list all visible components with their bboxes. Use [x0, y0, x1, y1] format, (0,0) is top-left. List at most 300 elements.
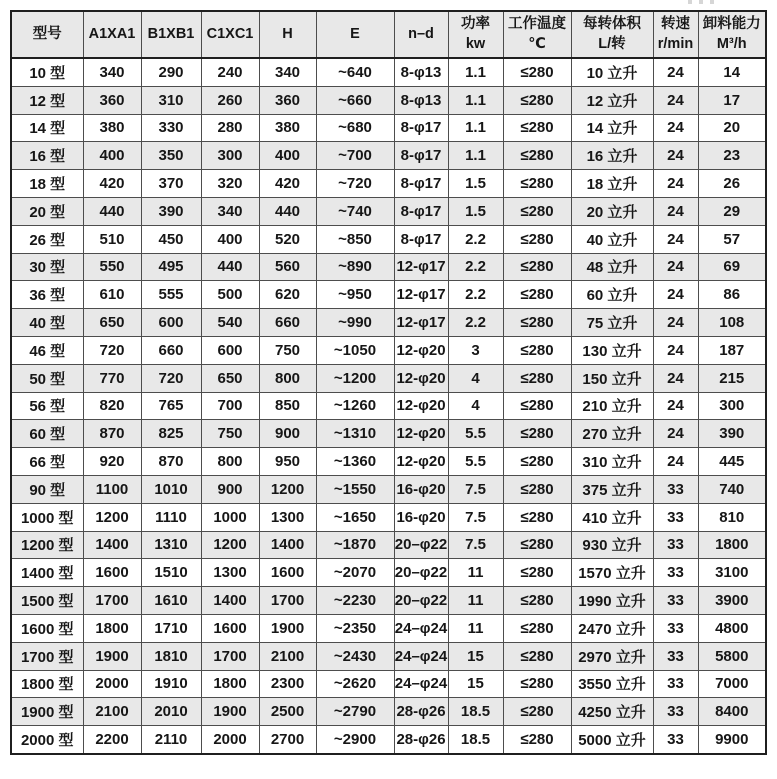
cell-n-d: 24–φ24: [394, 670, 448, 698]
cell-h: 360: [259, 86, 316, 114]
table-header: [11, 11, 766, 58]
cell-c1xc1: 1200: [201, 531, 259, 559]
cell-n-d: 8-φ17: [394, 114, 448, 142]
cell-b1xb1: 2010: [141, 698, 201, 726]
cell-h: 2100: [259, 642, 316, 670]
cell-b1xb1: 600: [141, 309, 201, 337]
cell-working-temp: ≤280: [503, 420, 571, 448]
cell-h: 2500: [259, 698, 316, 726]
cell-discharge-capacity: 69: [698, 253, 766, 281]
cell-working-temp: ≤280: [503, 142, 571, 170]
cell-volume-per-rev: 130 立升: [571, 336, 653, 364]
cell-speed-rpm: 24: [653, 309, 698, 337]
cell-n-d: 12-φ20: [394, 336, 448, 364]
cell-n-d: 24–φ24: [394, 614, 448, 642]
cell-power-kw: 18.5: [448, 726, 503, 754]
cell-a1xa1: 650: [83, 309, 141, 337]
cell-working-temp: ≤280: [503, 253, 571, 281]
cell-speed-rpm: 33: [653, 698, 698, 726]
cell-b1xb1: 660: [141, 336, 201, 364]
cell-speed-rpm: 24: [653, 142, 698, 170]
cell-a1xa1: 340: [83, 58, 141, 86]
cell-h: 420: [259, 170, 316, 198]
table-row: [11, 392, 766, 420]
cell-speed-rpm: 24: [653, 364, 698, 392]
cell-b1xb1: 310: [141, 86, 201, 114]
cell-working-temp: ≤280: [503, 86, 571, 114]
cell-h: 1900: [259, 614, 316, 642]
cell-b1xb1: 290: [141, 58, 201, 86]
cell-h: 850: [259, 392, 316, 420]
cell-working-temp: ≤280: [503, 114, 571, 142]
cell-volume-per-rev: 1570 立升: [571, 559, 653, 587]
cell-a1xa1: 770: [83, 364, 141, 392]
cell-c1xc1: 2000: [201, 726, 259, 754]
cell-discharge-capacity: 810: [698, 503, 766, 531]
cell-discharge-capacity: 26: [698, 170, 766, 198]
cell-volume-per-rev: 2970 立升: [571, 642, 653, 670]
table-row: [11, 531, 766, 559]
cell-power-kw: 3: [448, 336, 503, 364]
cell-n-d: 12-φ20: [394, 420, 448, 448]
cell-model: 2000 型: [11, 726, 83, 754]
cell-c1xc1: 1900: [201, 698, 259, 726]
cell-c1xc1: 1400: [201, 587, 259, 615]
cell-working-temp: ≤280: [503, 614, 571, 642]
cell-c1xc1: 1000: [201, 503, 259, 531]
cell-volume-per-rev: 2470 立升: [571, 614, 653, 642]
cell-h: 2300: [259, 670, 316, 698]
cell-a1xa1: 1100: [83, 475, 141, 503]
cell-discharge-capacity: 7000: [698, 670, 766, 698]
table-header-row: [11, 11, 766, 58]
cell-speed-rpm: 24: [653, 392, 698, 420]
cell-discharge-capacity: 14: [698, 58, 766, 86]
cell-b1xb1: 330: [141, 114, 201, 142]
cell-power-kw: 2.2: [448, 225, 503, 253]
cell-power-kw: 1.1: [448, 142, 503, 170]
cell-discharge-capacity: 108: [698, 309, 766, 337]
cell-volume-per-rev: 60 立升: [571, 281, 653, 309]
cell-b1xb1: 1710: [141, 614, 201, 642]
cell-n-d: 8-φ17: [394, 142, 448, 170]
cell-model: 46 型: [11, 336, 83, 364]
cell-c1xc1: 240: [201, 58, 259, 86]
table-row: [11, 614, 766, 642]
cell-speed-rpm: 33: [653, 614, 698, 642]
cell-n-d: 12-φ20: [394, 364, 448, 392]
cell-c1xc1: 600: [201, 336, 259, 364]
cell-a1xa1: 820: [83, 392, 141, 420]
cell-c1xc1: 750: [201, 420, 259, 448]
cell-discharge-capacity: 5800: [698, 642, 766, 670]
cell-power-kw: 4: [448, 392, 503, 420]
cell-h: 1200: [259, 475, 316, 503]
cell-discharge-capacity: 300: [698, 392, 766, 420]
cell-c1xc1: 320: [201, 170, 259, 198]
cell-n-d: 8-φ17: [394, 170, 448, 198]
cell-working-temp: ≤280: [503, 559, 571, 587]
cell-h: 440: [259, 197, 316, 225]
cell-model: 14 型: [11, 114, 83, 142]
cell-e: ~2430: [316, 642, 394, 670]
cell-h: 750: [259, 336, 316, 364]
cell-model: 1900 型: [11, 698, 83, 726]
cell-a1xa1: 2100: [83, 698, 141, 726]
cell-c1xc1: 300: [201, 142, 259, 170]
cell-a1xa1: 380: [83, 114, 141, 142]
cell-e: ~2350: [316, 614, 394, 642]
col-header-volume-per-rev: 每转体积 L/转: [571, 11, 653, 58]
cell-n-d: 28-φ26: [394, 698, 448, 726]
cell-n-d: 12-φ17: [394, 309, 448, 337]
cell-model: 1600 型: [11, 614, 83, 642]
cell-model: 90 型: [11, 475, 83, 503]
model-specification-table: [10, 10, 767, 755]
cell-power-kw: 18.5: [448, 698, 503, 726]
cell-n-d: 24–φ24: [394, 642, 448, 670]
cell-power-kw: 7.5: [448, 503, 503, 531]
cell-discharge-capacity: 740: [698, 475, 766, 503]
col-header-c1xc1: C1XC1: [201, 11, 259, 58]
cell-discharge-capacity: 8400: [698, 698, 766, 726]
cell-e: ~680: [316, 114, 394, 142]
cell-c1xc1: 1600: [201, 614, 259, 642]
cell-n-d: 12-φ17: [394, 281, 448, 309]
cell-speed-rpm: 33: [653, 670, 698, 698]
cell-c1xc1: 1700: [201, 642, 259, 670]
cell-discharge-capacity: 3100: [698, 559, 766, 587]
cell-a1xa1: 1200: [83, 503, 141, 531]
artifact-mark: [699, 0, 703, 4]
cell-speed-rpm: 24: [653, 281, 698, 309]
table-row: [11, 86, 766, 114]
cell-power-kw: 1.1: [448, 114, 503, 142]
artifact-mark: [710, 0, 714, 4]
cell-power-kw: 1.1: [448, 86, 503, 114]
cell-e: ~1870: [316, 531, 394, 559]
cell-e: ~1310: [316, 420, 394, 448]
table-body: [11, 58, 766, 754]
cell-c1xc1: 440: [201, 253, 259, 281]
cell-h: 1700: [259, 587, 316, 615]
cell-discharge-capacity: 57: [698, 225, 766, 253]
cell-power-kw: 15: [448, 670, 503, 698]
cell-e: ~1050: [316, 336, 394, 364]
cell-b1xb1: 1310: [141, 531, 201, 559]
cell-power-kw: 1.5: [448, 170, 503, 198]
cell-c1xc1: 400: [201, 225, 259, 253]
cell-e: ~1260: [316, 392, 394, 420]
col-header-model: 型号: [11, 11, 83, 58]
cell-discharge-capacity: 4800: [698, 614, 766, 642]
cell-b1xb1: 825: [141, 420, 201, 448]
cell-a1xa1: 610: [83, 281, 141, 309]
cell-model: 10 型: [11, 58, 83, 86]
cell-discharge-capacity: 29: [698, 197, 766, 225]
cell-n-d: 20–φ22: [394, 587, 448, 615]
cell-model: 1000 型: [11, 503, 83, 531]
cell-e: ~950: [316, 281, 394, 309]
cell-e: ~2900: [316, 726, 394, 754]
cell-e: ~850: [316, 225, 394, 253]
cell-speed-rpm: 33: [653, 642, 698, 670]
cell-b1xb1: 555: [141, 281, 201, 309]
table-row: [11, 170, 766, 198]
cell-power-kw: 7.5: [448, 475, 503, 503]
table-row: [11, 587, 766, 615]
cell-n-d: 12-φ17: [394, 253, 448, 281]
cell-h: 1400: [259, 531, 316, 559]
cell-e: ~2790: [316, 698, 394, 726]
cell-working-temp: ≤280: [503, 225, 571, 253]
cell-a1xa1: 1700: [83, 587, 141, 615]
cell-working-temp: ≤280: [503, 197, 571, 225]
cell-volume-per-rev: 210 立升: [571, 392, 653, 420]
cell-b1xb1: 350: [141, 142, 201, 170]
cell-n-d: 16-φ20: [394, 503, 448, 531]
cell-b1xb1: 1510: [141, 559, 201, 587]
cell-b1xb1: 1610: [141, 587, 201, 615]
cell-working-temp: ≤280: [503, 698, 571, 726]
cell-c1xc1: 1300: [201, 559, 259, 587]
cell-a1xa1: 2200: [83, 726, 141, 754]
cell-a1xa1: 720: [83, 336, 141, 364]
cell-a1xa1: 1900: [83, 642, 141, 670]
cell-discharge-capacity: 20: [698, 114, 766, 142]
cell-b1xb1: 720: [141, 364, 201, 392]
cell-power-kw: 5.5: [448, 420, 503, 448]
cell-n-d: 20–φ22: [394, 559, 448, 587]
cutoff-text-artifact: [688, 0, 758, 5]
cell-speed-rpm: 33: [653, 587, 698, 615]
artifact-mark: [688, 0, 692, 4]
cell-b1xb1: 1010: [141, 475, 201, 503]
cell-h: 620: [259, 281, 316, 309]
cell-discharge-capacity: 187: [698, 336, 766, 364]
cell-c1xc1: 260: [201, 86, 259, 114]
cell-n-d: 8-φ13: [394, 58, 448, 86]
cell-c1xc1: 650: [201, 364, 259, 392]
cell-model: 1400 型: [11, 559, 83, 587]
cell-c1xc1: 700: [201, 392, 259, 420]
table-row: [11, 420, 766, 448]
cell-model: 50 型: [11, 364, 83, 392]
cell-speed-rpm: 24: [653, 225, 698, 253]
cell-b1xb1: 2110: [141, 726, 201, 754]
cell-e: ~1650: [316, 503, 394, 531]
cell-working-temp: ≤280: [503, 475, 571, 503]
cell-discharge-capacity: 23: [698, 142, 766, 170]
cell-volume-per-rev: 75 立升: [571, 309, 653, 337]
col-header-speed-rpm: 转速 r/min: [653, 11, 698, 58]
cell-model: 36 型: [11, 281, 83, 309]
cell-b1xb1: 370: [141, 170, 201, 198]
cell-working-temp: ≤280: [503, 531, 571, 559]
table-row: [11, 309, 766, 337]
table-row: [11, 197, 766, 225]
cell-n-d: 8-φ13: [394, 86, 448, 114]
table-row: [11, 364, 766, 392]
cell-b1xb1: 870: [141, 448, 201, 476]
cell-discharge-capacity: 9900: [698, 726, 766, 754]
cell-model: 26 型: [11, 225, 83, 253]
cell-e: ~740: [316, 197, 394, 225]
cell-working-temp: ≤280: [503, 170, 571, 198]
cell-e: ~640: [316, 58, 394, 86]
cell-volume-per-rev: 930 立升: [571, 531, 653, 559]
table-row: [11, 670, 766, 698]
cell-discharge-capacity: 17: [698, 86, 766, 114]
cell-h: 520: [259, 225, 316, 253]
cell-volume-per-rev: 16 立升: [571, 142, 653, 170]
cell-speed-rpm: 24: [653, 336, 698, 364]
cell-a1xa1: 420: [83, 170, 141, 198]
cell-a1xa1: 1400: [83, 531, 141, 559]
cell-working-temp: ≤280: [503, 364, 571, 392]
table-row: [11, 225, 766, 253]
table-row: [11, 503, 766, 531]
cell-volume-per-rev: 270 立升: [571, 420, 653, 448]
cell-working-temp: ≤280: [503, 392, 571, 420]
cell-n-d: 8-φ17: [394, 197, 448, 225]
cell-working-temp: ≤280: [503, 642, 571, 670]
col-header-b1xb1: B1XB1: [141, 11, 201, 58]
cell-a1xa1: 2000: [83, 670, 141, 698]
cell-power-kw: 1.1: [448, 58, 503, 86]
cell-a1xa1: 400: [83, 142, 141, 170]
cell-working-temp: ≤280: [503, 336, 571, 364]
cell-volume-per-rev: 18 立升: [571, 170, 653, 198]
cell-power-kw: 1.5: [448, 197, 503, 225]
cell-a1xa1: 1800: [83, 614, 141, 642]
cell-power-kw: 5.5: [448, 448, 503, 476]
cell-h: 800: [259, 364, 316, 392]
cell-model: 1800 型: [11, 670, 83, 698]
cell-speed-rpm: 24: [653, 58, 698, 86]
cell-volume-per-rev: 5000 立升: [571, 726, 653, 754]
cell-speed-rpm: 24: [653, 253, 698, 281]
cell-power-kw: 7.5: [448, 531, 503, 559]
cell-volume-per-rev: 20 立升: [571, 197, 653, 225]
cell-speed-rpm: 33: [653, 475, 698, 503]
cell-working-temp: ≤280: [503, 281, 571, 309]
cell-model: 1700 型: [11, 642, 83, 670]
col-header-discharge-capacity: 卸料能力 M³/h: [698, 11, 766, 58]
cell-discharge-capacity: 445: [698, 448, 766, 476]
cell-h: 950: [259, 448, 316, 476]
cell-volume-per-rev: 410 立升: [571, 503, 653, 531]
cell-volume-per-rev: 4250 立升: [571, 698, 653, 726]
table-row: [11, 336, 766, 364]
table-row: [11, 58, 766, 86]
cell-b1xb1: 1910: [141, 670, 201, 698]
col-header-e: E: [316, 11, 394, 58]
cell-volume-per-rev: 12 立升: [571, 86, 653, 114]
cell-c1xc1: 500: [201, 281, 259, 309]
cell-c1xc1: 340: [201, 197, 259, 225]
cell-volume-per-rev: 10 立升: [571, 58, 653, 86]
cell-working-temp: ≤280: [503, 58, 571, 86]
cell-e: ~2620: [316, 670, 394, 698]
cell-c1xc1: 1800: [201, 670, 259, 698]
cell-working-temp: ≤280: [503, 670, 571, 698]
cell-e: ~660: [316, 86, 394, 114]
cell-working-temp: ≤280: [503, 726, 571, 754]
cell-h: 560: [259, 253, 316, 281]
cell-power-kw: 11: [448, 614, 503, 642]
cell-h: 900: [259, 420, 316, 448]
cell-discharge-capacity: 390: [698, 420, 766, 448]
cell-a1xa1: 1600: [83, 559, 141, 587]
cell-model: 16 型: [11, 142, 83, 170]
cell-a1xa1: 550: [83, 253, 141, 281]
cell-h: 400: [259, 142, 316, 170]
table-row: [11, 559, 766, 587]
cell-n-d: 12-φ20: [394, 448, 448, 476]
cell-n-d: 16-φ20: [394, 475, 448, 503]
table-row: [11, 142, 766, 170]
cell-power-kw: 2.2: [448, 309, 503, 337]
cell-model: 12 型: [11, 86, 83, 114]
cell-model: 20 型: [11, 197, 83, 225]
cell-working-temp: ≤280: [503, 503, 571, 531]
cell-volume-per-rev: 375 立升: [571, 475, 653, 503]
cell-n-d: 20–φ22: [394, 531, 448, 559]
cell-speed-rpm: 33: [653, 726, 698, 754]
cell-c1xc1: 280: [201, 114, 259, 142]
cell-a1xa1: 510: [83, 225, 141, 253]
cell-a1xa1: 360: [83, 86, 141, 114]
col-header-working-temp: 工作温度 ℃: [503, 11, 571, 58]
cell-speed-rpm: 24: [653, 86, 698, 114]
cell-speed-rpm: 33: [653, 559, 698, 587]
cell-c1xc1: 900: [201, 475, 259, 503]
cell-speed-rpm: 24: [653, 114, 698, 142]
cell-volume-per-rev: 1990 立升: [571, 587, 653, 615]
cell-b1xb1: 450: [141, 225, 201, 253]
cell-model: 60 型: [11, 420, 83, 448]
cell-h: 1300: [259, 503, 316, 531]
cell-speed-rpm: 33: [653, 503, 698, 531]
cell-h: 2700: [259, 726, 316, 754]
cell-volume-per-rev: 150 立升: [571, 364, 653, 392]
cell-power-kw: 11: [448, 559, 503, 587]
cell-speed-rpm: 24: [653, 448, 698, 476]
cell-power-kw: 2.2: [448, 281, 503, 309]
cell-power-kw: 15: [448, 642, 503, 670]
cell-e: ~890: [316, 253, 394, 281]
col-header-h: H: [259, 11, 316, 58]
cell-h: 340: [259, 58, 316, 86]
cell-e: ~2230: [316, 587, 394, 615]
cell-e: ~1360: [316, 448, 394, 476]
cell-e: ~700: [316, 142, 394, 170]
cell-discharge-capacity: 3900: [698, 587, 766, 615]
cell-b1xb1: 390: [141, 197, 201, 225]
cell-n-d: 12-φ20: [394, 392, 448, 420]
cell-model: 30 型: [11, 253, 83, 281]
table-row: [11, 698, 766, 726]
table-row: [11, 281, 766, 309]
cell-model: 1500 型: [11, 587, 83, 615]
cell-volume-per-rev: 48 立升: [571, 253, 653, 281]
table-row: [11, 448, 766, 476]
cell-discharge-capacity: 86: [698, 281, 766, 309]
cell-volume-per-rev: 310 立升: [571, 448, 653, 476]
cell-speed-rpm: 33: [653, 531, 698, 559]
cell-volume-per-rev: 3550 立升: [571, 670, 653, 698]
